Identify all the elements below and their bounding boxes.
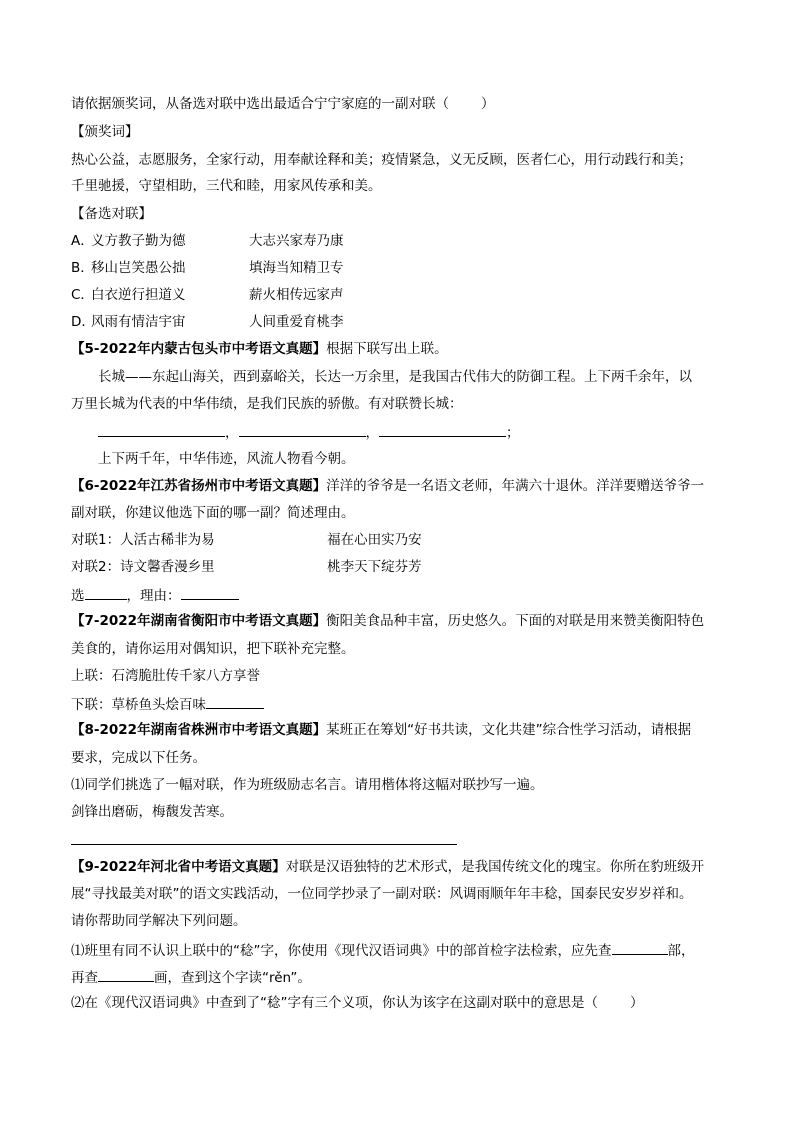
q9-sub1-then: 再查: [71, 970, 98, 986]
copy-answer-line[interactable]: [71, 844, 457, 845]
q8-stem-text: 某班正在筹划“好书共读，文化共建”综合性学习活动，请根据: [326, 722, 692, 738]
q5-para-2: 万里长城为代表的中华伟绩，是我们民族的骄傲。有对联赞长城：: [71, 396, 463, 412]
option-d: [71, 313, 344, 331]
q8-stem-1: [71, 721, 691, 739]
option-left-line: 风雨有情洁宇宙: [91, 314, 186, 330]
q6-stem-text: 洋洋的爷爷是一名语文老师，年满六十退休。洋洋要赠送爷爷一: [326, 478, 705, 494]
option-c: [71, 286, 344, 304]
stroke-count-blank[interactable]: [98, 967, 154, 982]
option-right-line: 人间重爱育桃李: [249, 314, 344, 330]
option-right-line: 填海当知精卫专: [249, 260, 344, 276]
q8-couplet: 剑锋出磨砺，梅馥发苦寒。: [71, 804, 233, 820]
couplet-left-line: 诗文馨香漫乡里: [120, 559, 215, 575]
option-letter: B．: [71, 260, 94, 276]
option-left-line: 移山岂笑愚公拙: [91, 260, 186, 276]
q9-source-tag: 【9-2022年河北省中考语文真题】: [71, 859, 286, 875]
q7-upper-line: 上联：石湾脆肚传千家八方享誉: [71, 668, 260, 684]
award-heading: 【颁奖词】: [71, 124, 139, 140]
option-right-line: 大志兴家寿乃康: [249, 233, 344, 249]
q5-para-1: 长城——东起山海关，西到嘉峪关，长达一万余里，是我国古代伟大的防御工程。上下两千余年，以: [98, 369, 692, 385]
q6-answer: [71, 585, 239, 605]
q9-sub-2: [71, 994, 644, 1012]
couplet-label: 对联1：: [71, 532, 121, 548]
option-left-line: 义方教子勤为德: [91, 233, 186, 249]
couplet-right-line: 桃李天下绽芬芳: [327, 559, 422, 575]
q9-sub1-radical-unit: 部，: [667, 943, 695, 959]
q9-stem-3: 请你帮助同学解决下列问题。: [71, 913, 247, 929]
option-letter: A．: [71, 233, 94, 249]
blank-comma: ，: [365, 425, 379, 441]
options-heading: 【备选对联】: [71, 206, 152, 222]
award-line-1: 热心公益，志愿服务，全家行动，用奉献诠释和美；疫情紧急，义无反顾，医者仁心，用行动践行和美；: [71, 152, 692, 168]
choose-label: 选: [71, 588, 85, 604]
q7-lower-line: [71, 694, 264, 714]
q4-stem: [71, 95, 495, 113]
q6-couplet-1: [71, 531, 422, 549]
q9-sub1-text: ⑴班里有同不认识上联中的“稔”字，你使用《现代汉语词典》中的部首检字法检索，应先查: [71, 943, 612, 959]
q6-stem-2: 副对联，你建议他选下面的哪一副？简述理由。: [71, 505, 355, 521]
q4-stem-text: 请依据颁奖词，从备选对联中选出最适合宁宁家庭的一副对联（: [71, 96, 449, 112]
award-line-2: 千里驰援，守望相助，三代和睦，用家风传承和美。: [71, 178, 382, 194]
q5-stem: [71, 340, 448, 358]
q6-stem-1: [71, 477, 704, 495]
option-left-line: 白衣逆行担道义: [91, 287, 186, 303]
q5-given-line: 上下两千年，中华伟迹，风流人物看今朝。: [98, 451, 355, 467]
couplet-left-line: 人活古稀非为易: [120, 532, 215, 548]
q9-sub-1: [71, 940, 695, 960]
q9-sub2-close: ）: [630, 995, 644, 1011]
couplet-right-line: 福在心田实乃安: [327, 532, 422, 548]
couplet-label: 对联2：: [71, 559, 121, 575]
option-letter: D．: [71, 314, 95, 330]
q7-stem-2: 美食的，请你运用对偶知识，把下联补充完整。: [71, 641, 355, 657]
q7-source-tag: 【7-2022年湖南省衡阳市中考语文真题】: [71, 613, 327, 629]
q7-stem-text: 衡阳美食品种丰富，历史悠久。下面的对联是用来赞美衡阳特色: [326, 613, 705, 629]
q9-stem-1: [71, 858, 704, 876]
option-right-line: 薪火相传远家声: [249, 287, 344, 303]
q8-sub-1: ⑴同学们挑选了一幅对联，作为班级励志名言。请用楷体将这幅对联抄写一遍。: [71, 777, 544, 793]
option-b: [71, 259, 344, 277]
radical-blank[interactable]: [612, 940, 668, 955]
q6-source-tag: 【6-2022年江苏省扬州市中考语文真题】: [71, 478, 327, 494]
q9-stem-text: 对联是汉语独特的艺术形式，是我国传统文化的瑰宝。你所在豹班级开: [285, 859, 705, 875]
q7-stem-1: [71, 612, 704, 630]
q9-sub1-reading: 画，查到这个字读“rěn”。: [154, 970, 311, 986]
q4-stem-close: ）: [481, 96, 495, 112]
option-letter: C．: [71, 287, 94, 303]
choice-blank[interactable]: [85, 585, 127, 600]
q9-stem-2: 展“寻找最美对联”的语文实践活动，一位同学抄录了一副对联：风调雨顺年年丰稔，国泰民安岁岁祥和。: [71, 886, 693, 902]
answer-blank-3[interactable]: [379, 422, 506, 437]
answer-blank-1[interactable]: [98, 422, 225, 437]
q5-source-tag: 【5-2022年内蒙古包头市中考语文真题】: [71, 341, 327, 357]
reason-label: ，理由：: [126, 588, 181, 604]
q8-stem-2: 要求，完成以下任务。: [71, 750, 206, 766]
answer-blank-2[interactable]: [239, 422, 366, 437]
q8-source-tag: 【8-2022年湖南省株洲市中考语文真题】: [71, 722, 327, 738]
lower-line-blank[interactable]: [206, 694, 264, 709]
q9-sub-1-cont: [71, 967, 311, 987]
blank-semicolon: ；: [506, 425, 520, 441]
q5-answer-blanks: [98, 422, 520, 442]
reason-blank[interactable]: [181, 585, 239, 600]
q5-stem-text: 根据下联写出上联。: [326, 341, 448, 357]
option-a: [71, 232, 344, 250]
q9-sub2-text: ⑵在《现代汉语词典》中查到了“稔”字有三个义项，你认为该字在这副对联中的意思是（: [71, 995, 598, 1011]
blank-comma: ，: [225, 425, 239, 441]
q6-couplet-2: [71, 558, 422, 576]
q7-lower-text: 下联：草桥鱼头烩百味: [71, 697, 206, 713]
